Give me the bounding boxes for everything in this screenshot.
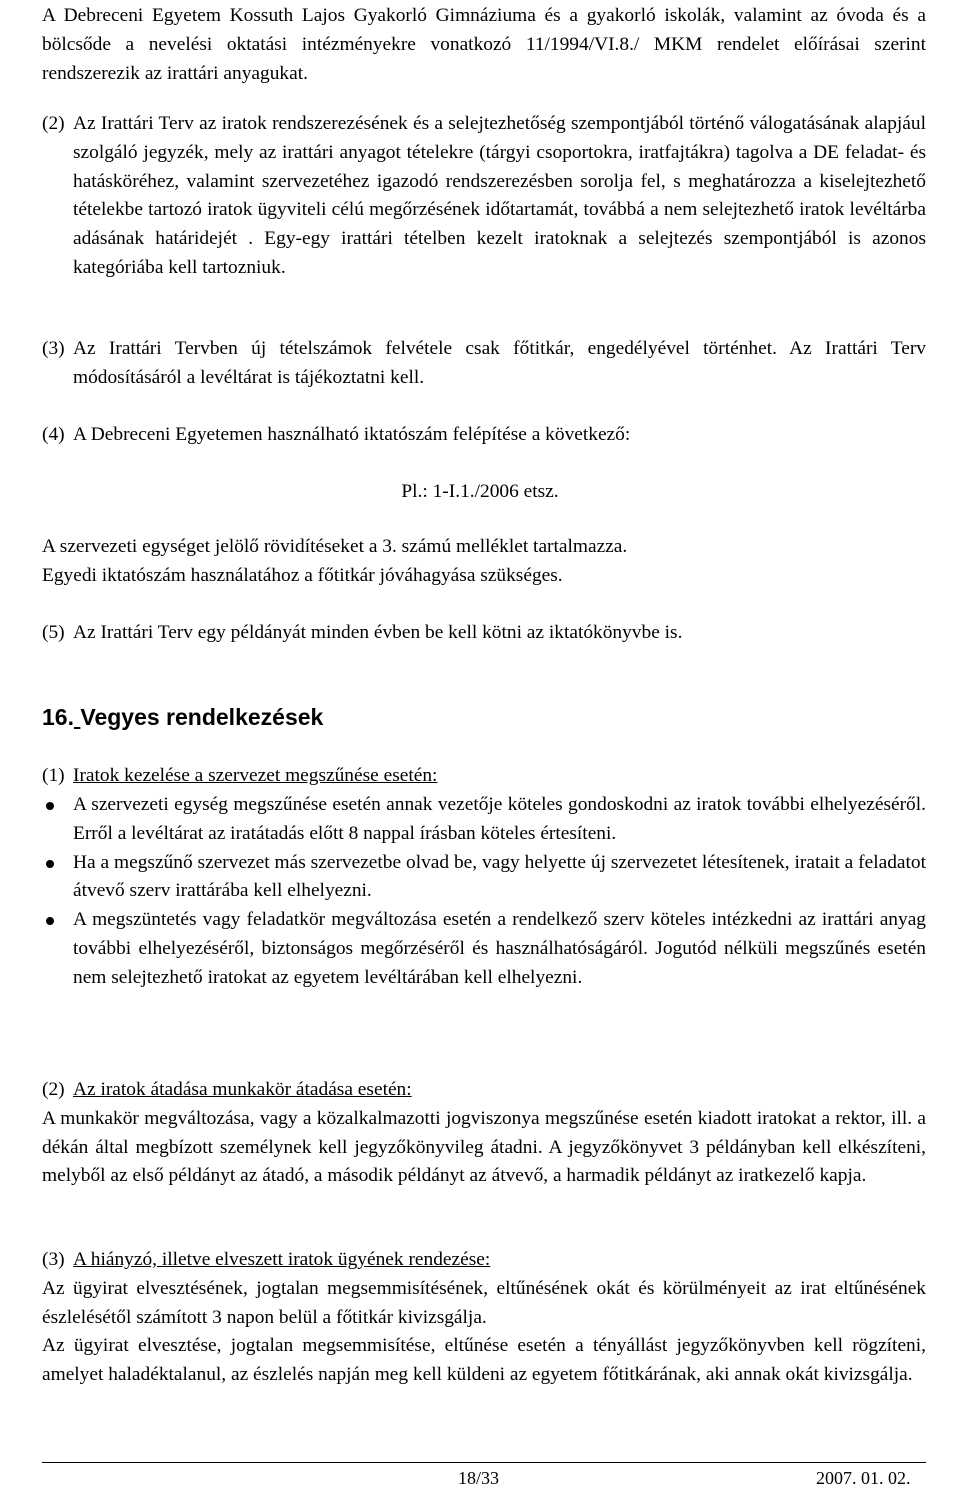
note-line: A szervezeti egységet jelölő rövidítéseket a 3. számú melléklet tartalmazza. <box>42 536 628 557</box>
list-item: A megszüntetés vagy feladatkör megváltozása esetén a rendelkező szerv köteles intézkedni az irattári anyag további elhelyezéséről, biztonságos megőrzéséről és használhatóságáról. Jogutód nélküli megszűnés esetén nem selejtezhető iratokat az egyetem levéltárában kell elhelyezni. <box>42 906 926 992</box>
paragraph-text: A Debreceni Egyetemen használható iktatószám felépítése a következő: <box>73 424 631 445</box>
document-date: 2007. 01. 02. <box>816 1468 911 1488</box>
list-item: Ha a megszűnő szervezet más szervezetbe olvad be, vagy helyette új szervezetet létesítenek, iratait a feladatot átvevő szerv irattárába kell elhelyezni. <box>42 849 926 907</box>
paragraph-3 <box>42 335 926 393</box>
subsection-title: Iratok kezelése a szervezet megszűnése esetén: <box>73 765 438 786</box>
paragraph-text: Az Irattári Tervben új tételszámok felvétele csak főtitkár, engedélyével történhet. Az Irattári Terv módosításáról a levéltárat is tájékoztatni kell. <box>73 338 926 388</box>
bullet-icon <box>46 860 54 868</box>
paragraph-number: (2) <box>42 1079 65 1100</box>
paragraph-number: (2) <box>42 113 65 134</box>
footer-divider <box>42 1462 926 1463</box>
subsection-title: A hiányzó, illetve elveszett iratok ügyének rendezése: <box>73 1249 491 1270</box>
note-line: Egyedi iktatószám használatához a főtitkár jóváhagyása szükséges. <box>42 564 563 586</box>
subsection-text: A munkakör megváltozása, vagy a közalkalmazotti jogviszonya megszűnése esetén kiadott iratokat a rektor, ill. a dékán által megbízott személynek kell jegyzőkönyvileg átadni. A jegyzőkönyvet 3 példányban kell elkészíteni, melyből az első példányt az átadó, a második példányt az átvevő, a harmadik példányt az iratkezelő kapja. <box>42 1107 926 1187</box>
paragraph-4-notes <box>42 533 926 591</box>
paragraph-5 <box>42 619 926 648</box>
paragraph-number: (3) <box>42 1249 65 1270</box>
section-number: 16. <box>42 704 74 730</box>
bullet-icon <box>46 917 54 925</box>
subsection-2 <box>42 1076 926 1191</box>
paragraph-number: (5) <box>42 622 65 643</box>
subsection-text: Az ügyirat elvesztése, jogtalan megsemmisítése, eltűnése esetén a tényállást jegyzőkönyvben kell rögzíteni, amelyet haladéktalanul, az észlelés napján meg kell küldeni az egyetem főtitkárának, aki annak okát kivizsgálja. <box>42 1335 926 1386</box>
paragraph-text: Az Irattári Terv egy példányát minden évben be kell kötni az iktatókönyvbe is. <box>73 622 683 643</box>
list-item: A szervezeti egység megszűnése esetén annak vezetője köteles gondoskodni az iratok további elhelyezéséről. Erről a levéltárat az iratátadás előtt 8 nappal írásban köteles értesíteni. <box>42 791 926 849</box>
paragraph-text: Az Irattári Terv az iratok rendszerezésének és a selejtezhetőség szempontjából történő válogatásának alapjául szolgáló jegyzék, mely az irattári anyagot tételekre (tárgyi csoportokra, iratfajtákra) tagolva a DE feladat- és hatásköréhez, valamint szervezetéhez igazodó rendszerezésben sorolja fel, s meghatározza a kiselejtezhető tételekbe tartozó iratok ügyviteli célú megőrzésének időtartamát, továbbá a nem selejtezhető iratok levéltárba adásának határidejét . Egy-egy irattári tételben kezelt iratoknak a selejtezés szempontjából is azonos kategóriába kell tartozniuk. <box>73 113 926 278</box>
paragraph-number: (4) <box>42 424 65 445</box>
subsection-3 <box>42 1246 926 1390</box>
paragraph-number: (3) <box>42 338 65 359</box>
bullet-list <box>42 791 926 993</box>
paragraph-2 <box>42 110 926 283</box>
paragraph-4 <box>42 421 926 450</box>
bullet-icon <box>46 802 54 810</box>
subsection-1-title <box>42 762 926 791</box>
subsection-title: Az iratok átadása munkakör átadása esetén: <box>73 1079 412 1100</box>
paragraph-number: (1) <box>42 765 65 786</box>
section-heading <box>42 700 323 734</box>
subsection-text: Az ügyirat elvesztésének, jogtalan megsemmisítésének, eltűnésének okát és körülményeit az irat eltűnésének észlelésétől számított 3 napon belül a főtitkár kivizsgálja. <box>42 1277 926 1328</box>
iktatoszam-example: Pl.: 1-I.1./2006 etsz. <box>401 481 559 502</box>
page-number: 18/33 <box>458 1468 500 1488</box>
intro-paragraph: A Debreceni Egyetem Kossuth Lajos Gyakorló Gimnáziuma és a gyakorló iskolák, valamint az óvoda és a bölcsőde a nevelési oktatási intézményekre vonatkozó 11/1994/VI.8./ MKM rendelet előírásai szerint rendszerezik az irattári anyagukat. <box>42 5 926 84</box>
section-title: Vegyes rendelkezések <box>80 704 324 730</box>
